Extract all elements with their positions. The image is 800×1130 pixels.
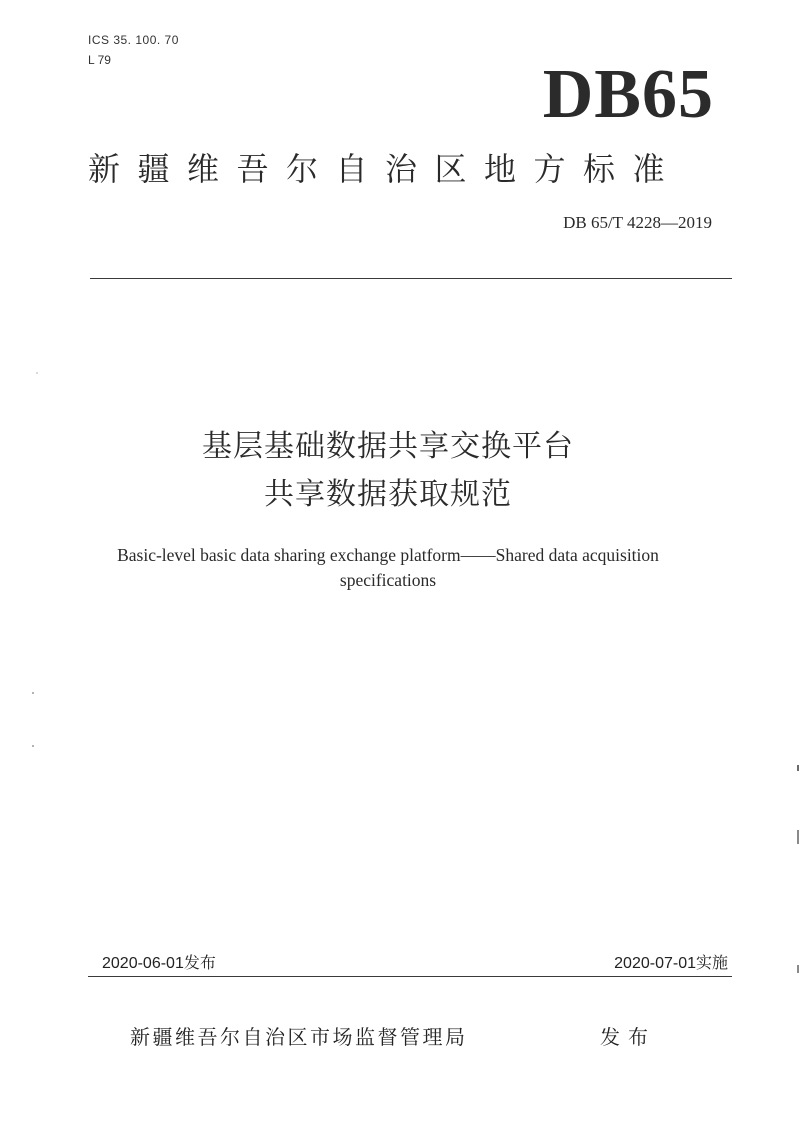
document-title-en-line1: Basic-level basic data sharing exchange platform——Shared data acquisition <box>117 545 659 565</box>
ccs-code: L 79 <box>88 53 111 67</box>
scan-edge-mark <box>797 965 799 973</box>
document-title-cn-line1: 基层基础数据共享交换平台 <box>202 429 574 464</box>
scan-speck <box>36 372 38 374</box>
publish-label: 发布 <box>600 1025 656 1049</box>
document-title-cn-line2: 共享数据获取规范 <box>264 477 512 512</box>
scan-speck <box>32 745 34 747</box>
footer-divider <box>88 976 732 977</box>
header-divider <box>90 278 732 279</box>
document-title-en-line2: specifications <box>339 570 437 590</box>
standard-logo: DB65 <box>542 56 714 133</box>
region-standard-title: 新疆维吾尔自治区地方标准 <box>88 150 683 188</box>
scan-edge-mark <box>797 765 799 771</box>
publisher-name: 新疆维吾尔自治区市场监督管理局 <box>130 1025 468 1049</box>
implementation-date: 2020-07-01实施 <box>614 955 728 972</box>
scan-speck <box>32 692 34 694</box>
issue-date: 2020-06-01发布 <box>102 955 216 972</box>
standard-number: DB 65/T 4228—2019 <box>563 213 712 232</box>
scan-edge-mark <box>797 830 799 844</box>
ics-code: ICS 35. 100. 70 <box>88 33 179 47</box>
